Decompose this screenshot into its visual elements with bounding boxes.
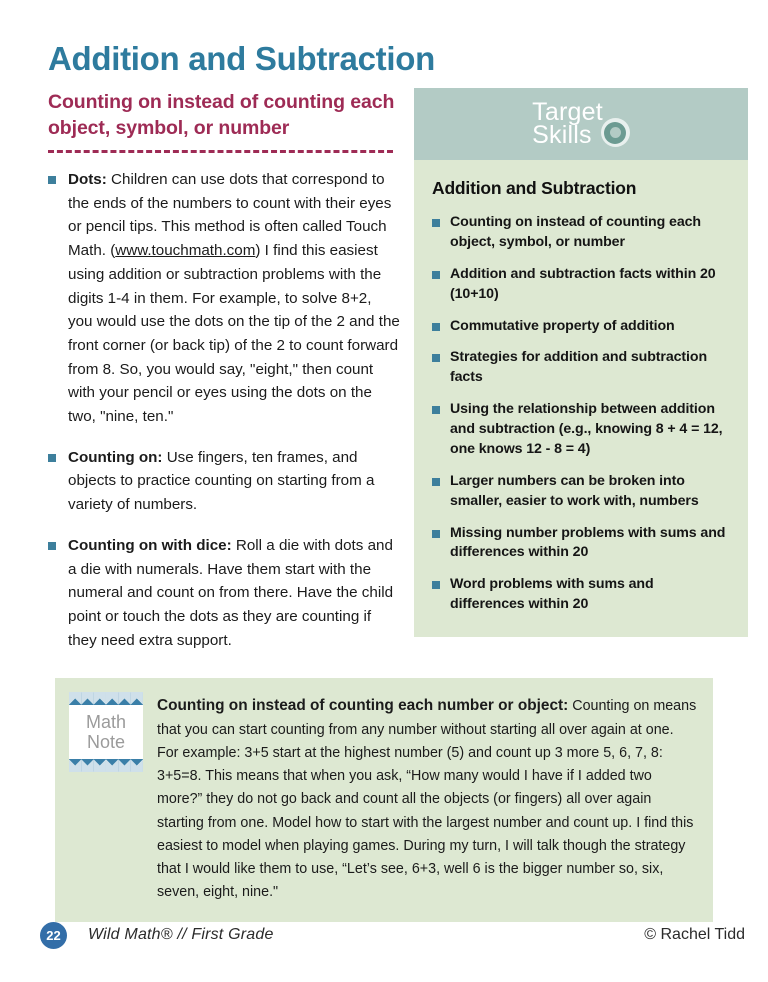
- math-note-badge: [69, 692, 143, 772]
- math-note-body: Counting on means that you can start counting from any number without starting all over again at one. For example: 3+5 start at the highest number (5) and count up 3 more 5, 6, 7, 8: 3+5=8. This means that when you ask, “How many would I have if I added two more?” they do not go back and count all the objects (or fingers) all over again starting from one. Model how to start with the largest number and count up. I find this easiest to model when playing games. During my turn, I will talk though the strategy that I would like them to use, “Let’s see, 6+3, well 6 is the bigger number so, six, seven, eight, nine.": [157, 698, 697, 901]
- zigzag-top-icon: [69, 692, 143, 705]
- list-item-body-cont: ) I find this easiest using addition or subtraction problems with the digits 1-4 in them. For example, to solve 8+2, you would use the dots on the tip of the 2 and the front corner (or back tip) of the 2 to count forward from 8. So, you would say, "eight," then count with your pencil or eyes using the dots on the two, "nine, ten.": [68, 242, 400, 426]
- sidebar-skill-item: Commutative property of addition: [432, 317, 728, 337]
- dashed-divider: [48, 150, 393, 153]
- target-skills-logo: [532, 98, 630, 149]
- badge-line-note: Note: [86, 732, 126, 752]
- list-item-lead: Counting on with dice:: [68, 536, 232, 554]
- badge-line-math: Math: [85, 711, 127, 732]
- sidebar-skill-item: Word problems with sums and differences within 20: [432, 575, 728, 615]
- sidebar-skill-item: Larger numbers can be broken into smaller, easier to work with, numbers: [432, 472, 728, 512]
- footer-book-title: Wild Math® // First Grade: [88, 926, 274, 943]
- page-footer: [40, 918, 748, 952]
- list-item-body: Children can use dots that correspond to the ends of the numbers to count with their eyes or pencil tips. This method is often called Touch Math. (: [68, 171, 392, 260]
- target-skills-body: [414, 160, 748, 637]
- logo-line-skills: Skills: [532, 121, 592, 149]
- list-item: [48, 446, 400, 517]
- list-item-body: Use fingers, ten frames, and objects to practice counting on starting from a variety of numbers.: [68, 448, 375, 514]
- logo-line-target: Target: [532, 98, 603, 126]
- list-item-lead: Counting on:: [68, 448, 163, 466]
- touchmath-link[interactable]: www.touchmath.com: [115, 242, 256, 260]
- target-skills-header: [414, 88, 748, 160]
- sidebar-heading: Addition and Subtraction: [432, 178, 637, 198]
- page-subtitle: Counting on instead of counting each object, symbol, or number: [48, 91, 395, 139]
- page-title: Addition and Subtraction: [48, 40, 435, 77]
- target-skills-wordmark: [532, 98, 603, 149]
- subtitle-block: [48, 90, 398, 153]
- sidebar-skill-item: Using the relationship between addition and subtraction (e.g., knowing 8 + 4 = 12, one knows 12 - 8 = 4): [432, 400, 728, 460]
- sidebar-skill-item: Counting on instead of counting each object, symbol, or number: [432, 213, 728, 253]
- page-number-badge: 22: [40, 922, 67, 949]
- list-item: [48, 534, 400, 653]
- math-note-badge-label: [69, 705, 143, 759]
- list-item-lead: Dots:: [68, 171, 107, 188]
- math-note-lead: Counting on instead of counting each number or object:: [157, 697, 569, 714]
- target-bullseye-icon: [601, 118, 630, 147]
- main-content-column: [48, 168, 400, 652]
- sidebar-skill-item: Missing number problems with sums and differences within 20: [432, 524, 728, 564]
- list-item: [48, 168, 400, 429]
- sidebar-skill-item: Strategies for addition and subtraction facts: [432, 348, 728, 388]
- footer-copyright: © Rachel Tidd: [644, 926, 745, 943]
- zigzag-bottom-icon: [69, 759, 143, 772]
- target-skills-sidebar: [414, 88, 748, 637]
- list-item-body: Roll a die with dots and a die with numerals. Have them start with the numeral and count on from there. Have the child point or touch the dots as they are counting if they need extra support.: [68, 536, 394, 649]
- math-note-callout: [55, 678, 713, 922]
- sidebar-skill-item: Addition and subtraction facts within 20 (10+10): [432, 265, 728, 305]
- math-note-text: [157, 692, 697, 904]
